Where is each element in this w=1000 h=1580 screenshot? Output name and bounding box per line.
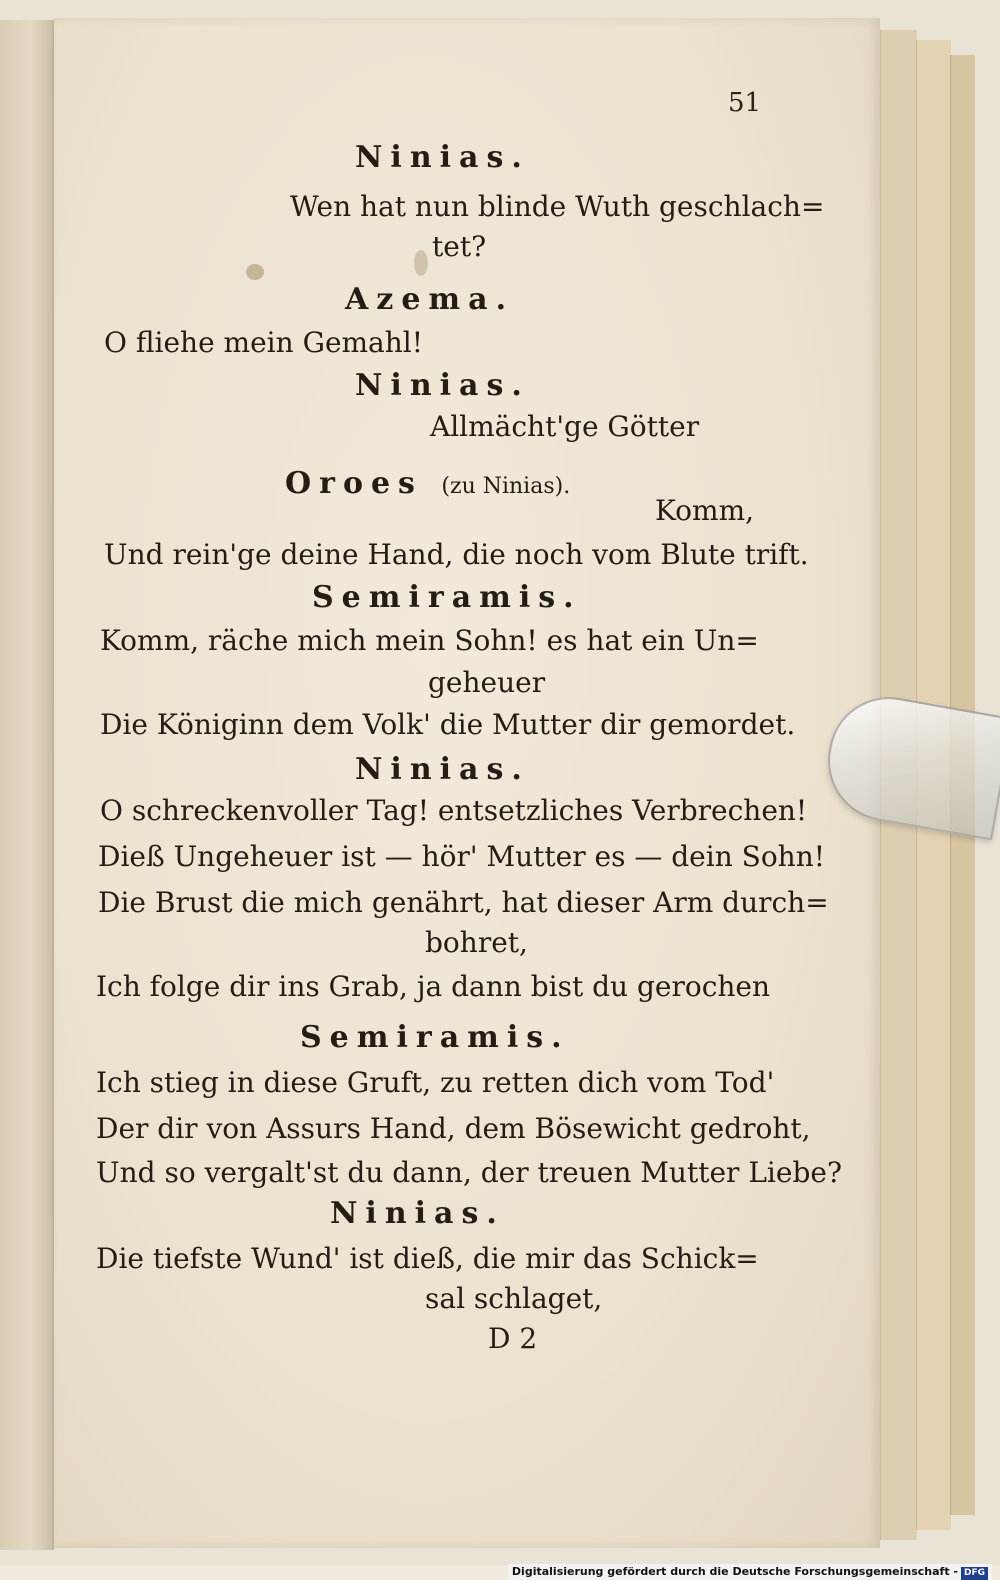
verse-line: Die Königinn dem Volk' die Mutter dir gemordet. [100,708,796,741]
verse-line: sal schlaget, [425,1282,603,1315]
verse-line: Die tiefste Wund' ist dieß, die mir das Schick= [96,1242,759,1275]
stage-direction: (zu Ninias). [441,474,571,499]
verse-line: O fliehe mein Gemahl! [104,326,423,359]
speaker-name: Azema. [345,282,515,317]
speaker-name: Ninias. [355,368,530,403]
verse-line: tet? [432,230,487,263]
verse-line: Komm, [655,494,755,527]
signature-mark: D 2 [488,1322,538,1355]
verse-line: Und so vergalt'st du dann, der treuen Mutter Liebe? [96,1156,842,1189]
speaker-name: Ninias. [330,1196,505,1231]
stain [246,264,264,280]
verse-line: Und rein'ge deine Hand, die noch vom Blute trift. [104,538,809,571]
verse-line: Ich folge dir ins Grab, ja dann bist du gerochen [96,970,771,1003]
speaker-name: Ninias. [355,752,530,787]
digitization-credit [508,1564,992,1580]
dfg-logo: DFG [961,1567,988,1580]
credit-text: Digitalisierung gefördert durch die Deutsche Forschungsgemeinschaft - [511,1565,958,1578]
verse-line: Wen hat nun blinde Wuth geschlach= [290,190,825,223]
verse-line: Allmächt'ge Götter [430,410,700,443]
stain [414,250,428,276]
verse-line: geheuer [428,666,546,699]
verse-line: bohret, [425,926,528,959]
speaker-name-text: Oroes [285,466,423,501]
speaker-name: Semiramis. [312,580,582,615]
verse-line: Ich stieg in diese Gruft, zu retten dich vom Tod' [96,1066,775,1099]
speaker-name: Ninias. [355,140,530,175]
verse-line: Dieß Ungeheuer ist — hör' Mutter es — dein Sohn! [98,840,825,873]
verse-line: Die Brust die mich genährt, hat dieser Arm durch= [98,886,829,919]
speaker-name: Semiramis. [300,1020,570,1055]
left-page-edge [0,20,54,1550]
verse-line: Komm, räche mich mein Sohn! es hat ein Un= [100,624,759,657]
speaker-name [285,466,570,501]
page-number: 51 [728,88,762,118]
verse-line: O schreckenvoller Tag! entsetzliches Verbrechen! [100,794,808,827]
verse-line: Der dir von Assurs Hand, dem Bösewicht gedroht, [96,1112,811,1145]
